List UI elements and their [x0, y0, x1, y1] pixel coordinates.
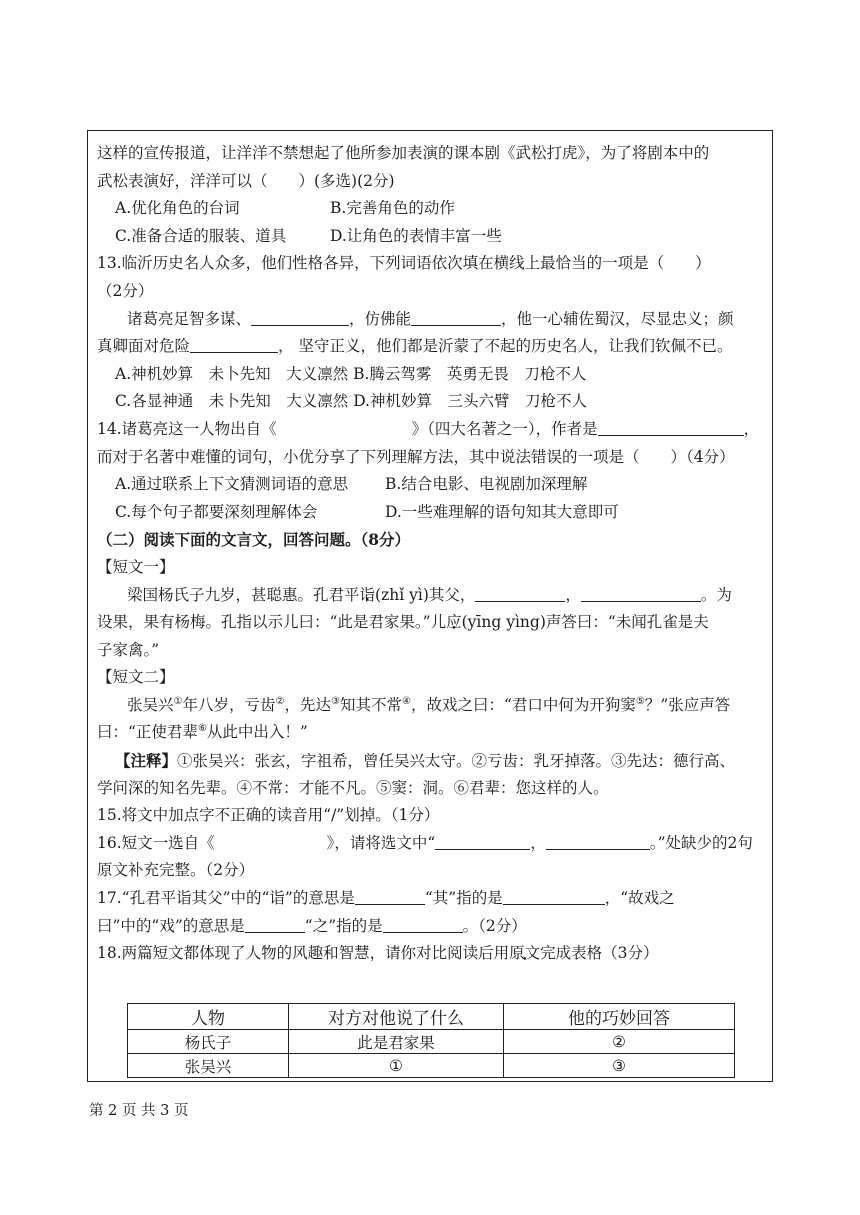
answer-blank[interactable] [475, 584, 565, 602]
table-cell[interactable]: ③ [504, 1054, 735, 1078]
question-14: 14.诸葛亮这一人物出自《 》（四大名著之一），作者是 ， [97, 419, 760, 438]
text-line: （2分） [97, 281, 154, 300]
question-15: 15.将文中加点字不正确的读音用“/”划掉。（1分） [97, 806, 440, 825]
question-17: 17.“孔君平诣其父”中的“诣”的意思是 “其”指的是 ，“故戏之 [97, 889, 675, 908]
dotted-char: 应 [446, 613, 462, 632]
passage-line: 梁国杨氏子九岁，甚聪惠。孔君平诣(zhǐ yì)其父， ， 。为 [127, 585, 732, 604]
text-line: 而对于名著中难懂的词句，小优分享了下列理解方法，其中说法错误的一项是（ ）（4分） [97, 447, 735, 466]
notes-label: 【注释】 [115, 751, 178, 771]
option-row [97, 223, 767, 251]
option-row [97, 388, 767, 416]
answer-blank[interactable] [503, 887, 605, 905]
answer-blank[interactable] [245, 915, 305, 933]
page-footer: 第 2 页 共 3 页 [89, 1103, 189, 1119]
option-a: A.神机妙算 未卜先知 大义凛然 [115, 364, 349, 383]
option-d: D.让角色的表情丰富一些 [330, 226, 502, 245]
table-row [128, 1054, 735, 1078]
answer-blank[interactable] [581, 584, 701, 602]
text-line: 曰”中的“戏”的意思是 “之”指的是 。（2分） [97, 916, 527, 935]
answer-blank[interactable] [411, 308, 501, 326]
option-d: D.神机妙算 三头六臂 刀枪不人 [353, 392, 587, 411]
passage-line: 子家禽。” [97, 640, 160, 659]
exam-content [97, 140, 767, 968]
option-row [97, 499, 767, 527]
text-line: 原文补充完整。（2分） [97, 861, 255, 880]
option-row [97, 195, 767, 223]
question-16: 16.短文一选自《 》，请将选文中“ ， 。”处缺少的2句 [97, 833, 753, 852]
table-cell: 此是君家果 [289, 1030, 504, 1054]
question-13: 13.临沂历史名人众多，他们性格各异，下列词语依次填在横线上最恰当的一项是（ ） [97, 254, 711, 273]
option-c: C.各显神通 未卜先知 大义凛然 [115, 392, 349, 411]
section-heading: （二）阅读下面的文言文，回答问题。（8分） [97, 530, 411, 550]
answer-blank[interactable] [546, 832, 650, 850]
table-cell[interactable]: ① [289, 1054, 504, 1078]
passage-2-heading: 【短文二】 [97, 668, 175, 687]
table-cell: 张吴兴 [128, 1054, 289, 1078]
table-row [128, 1030, 735, 1054]
answer-blank[interactable] [190, 335, 278, 353]
table-cell[interactable]: ② [504, 1030, 735, 1054]
notes-line: 【注释】①张吴兴：张玄，字祖希，曾任吴兴太守。②亏齿：乳牙掉落。③先达：德行高、 [115, 751, 736, 771]
option-c: C.每个句子都要深刻理解体会 [115, 502, 318, 521]
passage-line: 曰：“正使君辈⑥从此中出入！” [97, 723, 308, 742]
table-header: 对方对他说了什么 [289, 1004, 504, 1030]
answer-blank[interactable] [383, 915, 463, 933]
option-row [97, 471, 767, 499]
table-header-row [128, 1004, 735, 1030]
comparison-table [127, 1003, 735, 1078]
table-header: 人物 [128, 1004, 289, 1030]
option-d: D.一些难理解的语句知其大意即可 [385, 502, 619, 521]
text-line: 这样的宣传报道，让洋洋不禁想起了他所参加表演的课本剧《武松打虎》，为了将剧本中的 [97, 144, 710, 162]
option-b: B.结合电影、电视剧加深理解 [385, 475, 588, 494]
dotted-text: 原文 [509, 944, 541, 963]
table-header: 他的巧妙回答 [504, 1004, 735, 1030]
table-cell: 杨氏子 [128, 1030, 289, 1054]
text-line: 武松表演好，洋洋可以（ ）(多选)(2分) [97, 171, 395, 190]
option-b: B.完善角色的动作 [330, 199, 455, 218]
passage-1-heading: 【短文一】 [97, 557, 175, 576]
passage-line: 张吴兴①年八岁，亏齿②，先达③知其不常④，故戏之曰：“君口中何为开狗窦⑤？”张应声答 [127, 695, 731, 714]
answer-blank[interactable] [355, 887, 425, 905]
option-c: C.准备合适的服装、道具 [115, 226, 287, 245]
question-18: 18.两篇短文都体现了人物的风趣和智慧，请你对比阅读后用原文完成表格（3分） [97, 944, 659, 963]
option-a: A.优化角色的台词 [115, 199, 240, 218]
passage-line: 设果，果有杨梅。孔指以示儿曰：“此是君家果。”儿应(yīng yìng)声答曰：“未闻孔雀是夫 [97, 613, 709, 632]
option-row [97, 361, 767, 389]
answer-blank[interactable] [598, 418, 744, 436]
option-a: A.通过联系上下文猜测词语的意思 [115, 475, 349, 494]
dotted-char: 诣 [359, 585, 376, 604]
text-line: 诸葛亮足智多谋、 ，仿佛能 ，他一心辅佐蜀汉，尽显忠义；颜 [127, 309, 734, 328]
answer-blank[interactable] [251, 308, 349, 326]
option-b: B.腾云驾雾 英勇无畏 刀枪不人 [353, 364, 587, 383]
answer-blank[interactable] [435, 832, 530, 850]
text-line: 真卿面对危险 ， 坚守正义，他们都是沂蒙了不起的历史名人，让我们钦佩不已。 [97, 337, 733, 356]
notes-line: 学问深的知名先辈。④不常：才能不凡。⑤窦：洞。⑥君辈：您这样的人。 [97, 778, 609, 797]
